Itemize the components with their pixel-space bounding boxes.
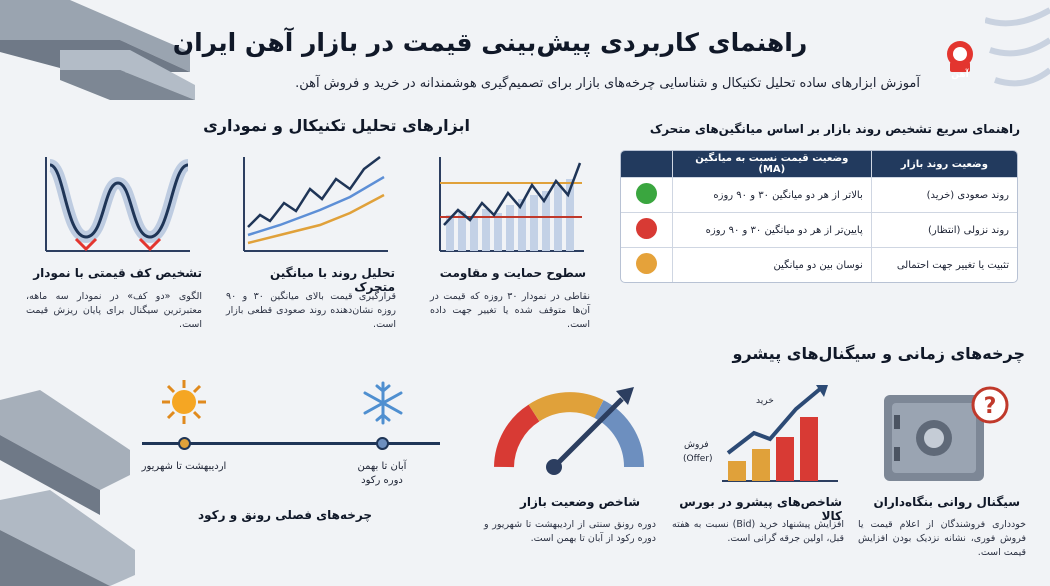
tools-section-title: ابزارهای تحلیل تکنیکال و نموداری (203, 116, 470, 135)
market-index-text: دوره رونق سنتی از اردیبهشت تا شهریور و دوره رکود از آبان تا بهمن است. (484, 519, 656, 544)
gauge-icon (494, 385, 644, 475)
moving-average-chart-icon (240, 155, 390, 255)
status-column-header: وضعیت قیمت نسبت به میانگین (MA) (673, 151, 872, 177)
bar-growth-icon (720, 385, 840, 485)
status-cell: نوسان بین دو میانگین (673, 247, 872, 282)
double-bottom-title: تشخیص کف قیمتی با نمودار (33, 266, 202, 280)
boom-node (178, 437, 191, 450)
moving-average-text: قرارگیری قیمت بالای میانگین ۳۰ و ۹۰ روزه نشان‌دهنده روند صعودی قطعی بازار است. (226, 291, 396, 330)
psych-signal-text: خودداری فروشندگان از اعلام قیمت یا فروش فوری، نشانه نزدیک بودن افزایش قیمت است. (858, 519, 1026, 558)
support-resistance-chart-icon (436, 155, 586, 255)
trend-cell: تثبیت یا تغییر جهت احتمالی (872, 247, 1017, 282)
table-row (621, 247, 1017, 282)
page-title: راهنمای کاربردی پیش‌بینی قیمت در بازار آهن ایران (172, 28, 808, 57)
commodity-exchange-text: افزایش پیشنهاد خرید (Bid) نسبت به هفته قبل، اولین جرقه گرانی است. (672, 519, 844, 544)
cycles-section-title: چرخه‌های زمانی و سیگنال‌های پیشرو (732, 344, 1025, 363)
svg-text:?: ? (983, 394, 997, 419)
offer-label: (Offer) (683, 454, 713, 464)
red-signal-dot (636, 218, 657, 239)
trend-guide-table (620, 150, 1018, 283)
support-resistance-text: نقاطی در نمودار ۳۰ روزه که قیمت در آن‌ها متوقف شده یا تغییر جهت داده است. (430, 291, 590, 330)
psych-signal-title: سیگنال روانی بنگاه‌داران (873, 495, 1020, 509)
trend-guide-title: راهنمای سریع تشخیص روند بازار بر اساس میانگین‌های متحرک (649, 122, 1020, 136)
seasonal-title: چرخه‌های فصلی رونق و رکود (197, 508, 372, 522)
stagnation-months: آبان تا بهمن (357, 461, 407, 472)
table-row (621, 177, 1017, 212)
sell-label: فروش (684, 440, 709, 450)
table-row (621, 212, 1017, 247)
snowflake-icon (360, 380, 406, 426)
green-signal-dot (636, 183, 657, 204)
trend-cell: روند نزولی (انتظار) (872, 212, 1017, 247)
commodity-exchange-title: شاخص‌های پیشرو در بورس کالا (679, 495, 842, 523)
safe-question-icon (880, 385, 1010, 485)
double-bottom-chart-icon (42, 155, 192, 255)
buy-label: خرید (756, 396, 774, 406)
stagnation-period-label (338, 460, 426, 488)
moving-average-title: تحلیل روند با میانگین متحرک (269, 266, 395, 294)
sun-icon (160, 378, 208, 426)
double-bottom-text: الگوی «دو کف» در نمودار سه ماهه، معتبرترین سیگنال برای پایان ریزش قیمت است. (26, 291, 202, 330)
signal-column-header (621, 151, 673, 177)
status-cell: پایین‌تر از هر دو میانگین ۳۰ و ۹۰ روزه (673, 212, 872, 247)
boom-period-label: اردیبهشت تا شهریور (141, 461, 227, 472)
decorative-waves (985, 0, 1050, 110)
stagnation-node (376, 437, 389, 450)
orange-signal-dot (636, 253, 657, 274)
trend-guide-table-wrap (620, 150, 1018, 283)
status-cell: بالاتر از هر دو میانگین ۳۰ و ۹۰ روزه (673, 177, 872, 212)
stagnation-caption: دوره رکود (361, 475, 403, 486)
trend-column-header: وضعیت روند بازار (872, 151, 1017, 177)
page-subtitle: آموزش ابزارهای ساده تحلیل تکنیکال و شناسایی چرخه‌های بازار برای تصمیم‌گیری هوشمندانه در خرید و فروش آهن. (295, 76, 920, 91)
steel-beam-bottom-illustration (0, 380, 140, 586)
market-index-title: شاخص وضعیت بازار (519, 495, 640, 509)
support-resistance-title: سطوح حمایت و مقاومت (439, 266, 586, 280)
brand-logo-text: آهن (951, 70, 969, 80)
trend-cell: روند صعودی (خرید) (872, 177, 1017, 212)
